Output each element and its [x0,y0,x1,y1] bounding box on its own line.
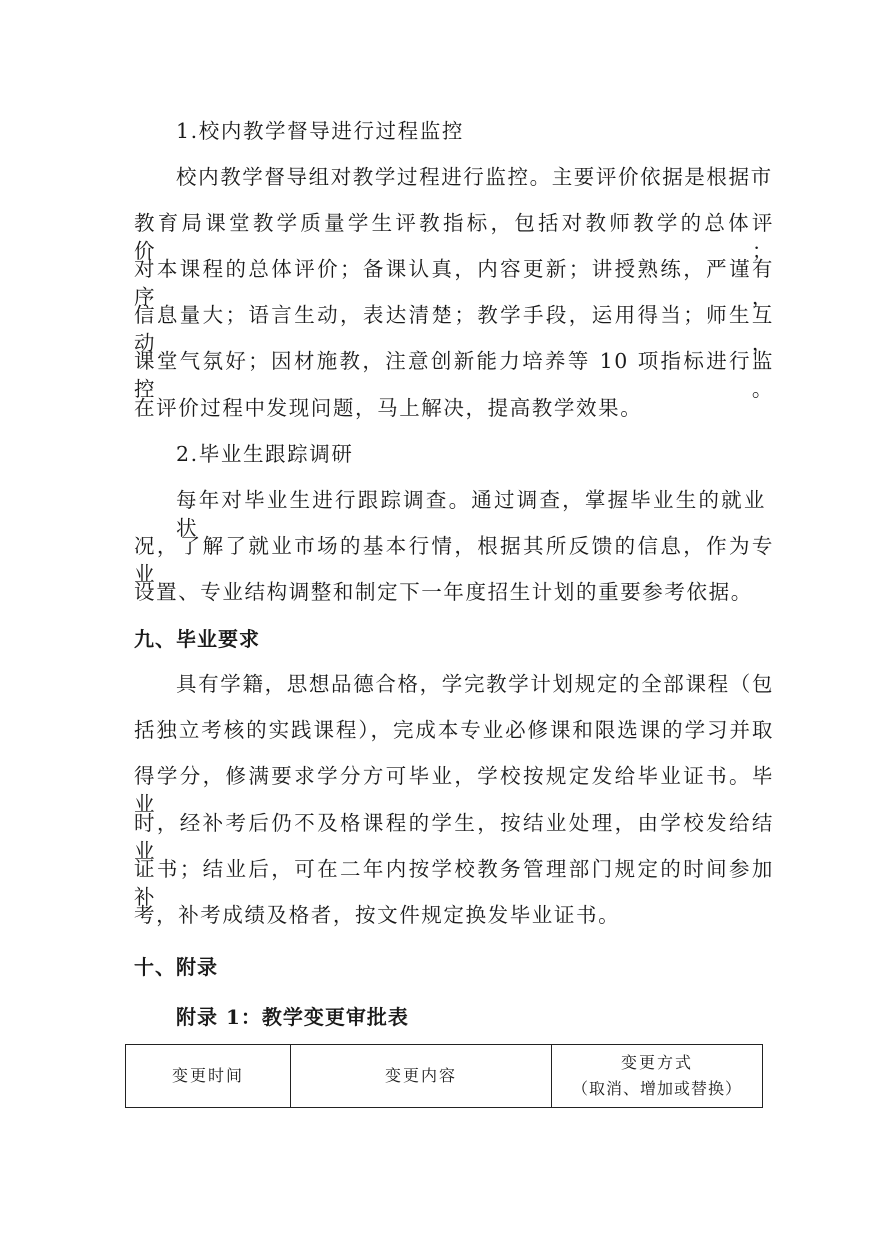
header-change-time-label: 变更时间 [171,1066,244,1085]
change-approval-table [125,1044,763,1108]
header-change-content-label: 变更内容 [384,1066,457,1085]
item1-paragraph-line: 对本课程的总体评价；备课认真，内容更新；讲授熟练，严谨有序， [134,257,774,309]
table-header-row [126,1045,763,1108]
item1-paragraph-line: 课堂气氛好；因材施教，注意创新能力培养等 10 项指标进行监控。 [134,349,774,401]
item1-paragraph-line: 教育局课堂教学质量学生评教指标，包括对教师教学的总体评价； [134,211,774,263]
section-9-paragraph-line: 具有学籍，思想品德合格，学完教学计划规定的全部课程（包 [176,672,774,696]
header-change-time [126,1045,291,1108]
header-change-method [552,1045,763,1108]
item1-paragraph-line: 校内教学督导组对教学过程进行监控。主要评价依据是根据市 [176,165,773,189]
header-change-content [291,1045,552,1108]
item1-paragraph-line: 在评价过程中发现问题，马上解决，提高教学效果。 [134,396,643,420]
item2-paragraph-line: 每年对毕业生进行跟踪调查。通过调查，掌握毕业生的就业状 [176,488,766,540]
section-9-paragraph-line: 得学分，修满要求学分方可毕业，学校按规定发给毕业证书。毕业 [134,764,774,816]
section-9-paragraph-line: 考，补考成绩及格者，按文件规定换发毕业证书。 [134,903,621,927]
header-change-method-label: 变更方式 [620,1053,693,1072]
section-9-paragraph-line: 括独立考核的实践课程），完成本专业必修课和限选课的学习并取 [134,718,774,742]
item1-paragraph-line: 信息量大；语言生动，表达清楚；教学手段，运用得当；师生互动， [134,303,774,355]
header-change-method-options: （取消、增加或替换） [571,1079,742,1098]
section-9-paragraph-line: 时，经补考后仍不及格课程的学生，按结业处理，由学校发给结业 [134,811,774,863]
item2-paragraph-line: 设置、专业结构调整和制定下一年度招生计划的重要参考依据。 [134,580,753,604]
section-10-heading: 十、附录 [134,955,218,979]
section-9-heading: 九、毕业要求 [134,627,260,651]
item1-title: 1.校内教学督导进行过程监控 [176,119,464,143]
item2-paragraph-line: 况，了解了就业市场的基本行情，根据其所反馈的信息，作为专业 [134,534,774,586]
item2-title: 2.毕业生跟踪调研 [176,442,354,466]
appendix-1-title: 附录 1：教学变更审批表 [176,1005,409,1029]
section-9-paragraph-line: 证书；结业后，可在二年内按学校教务管理部门规定的时间参加补 [134,857,774,909]
